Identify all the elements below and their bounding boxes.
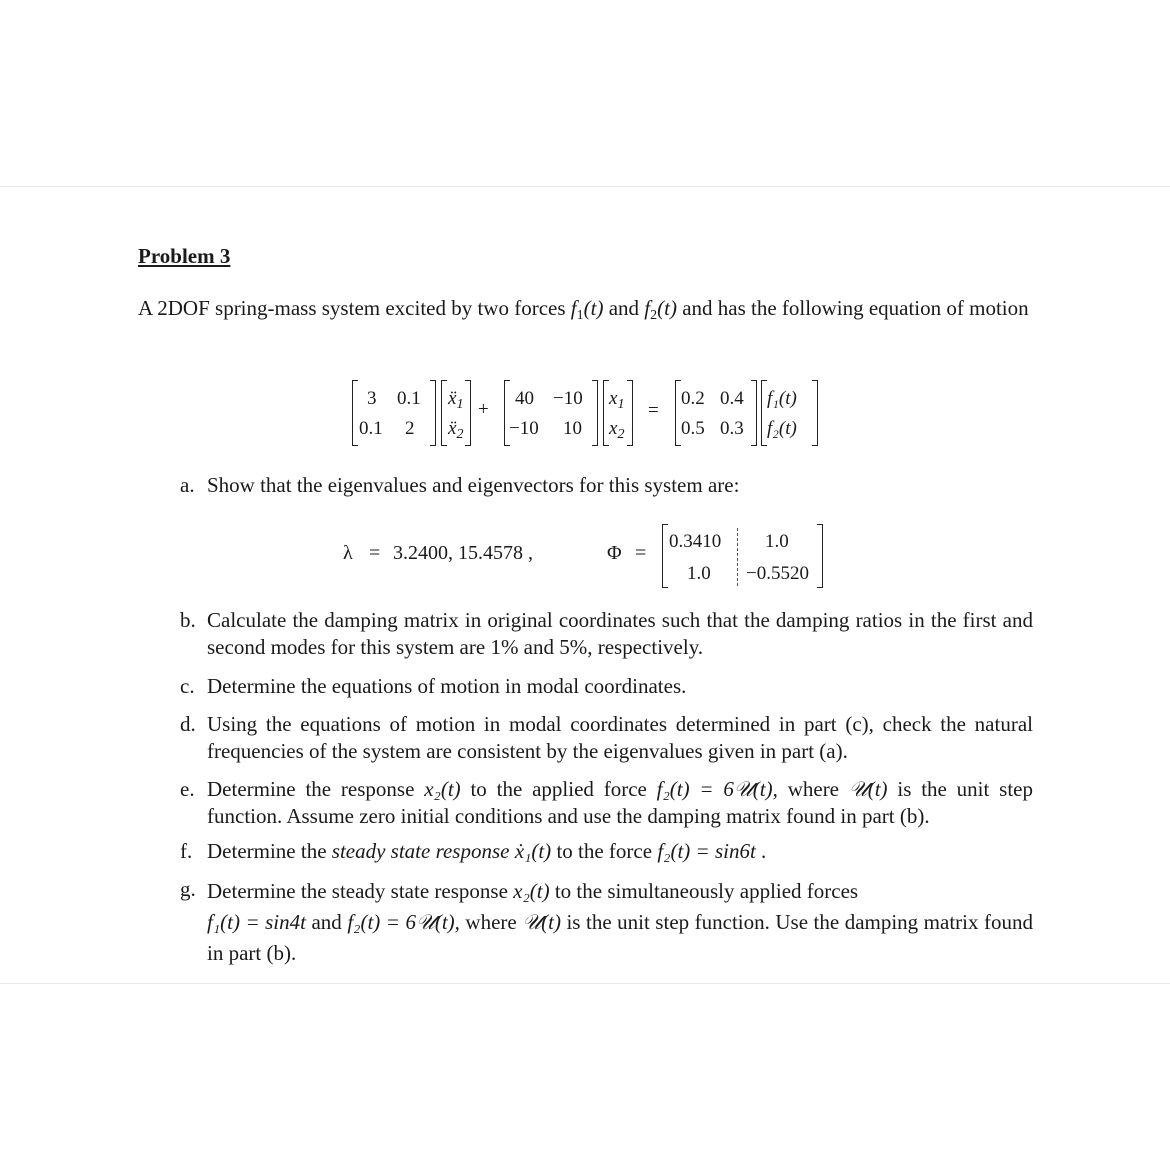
mode-shape-matrix: 0.3410 1.0 1.0 −0.5520 [662, 524, 823, 588]
lambda-equals: = [369, 542, 381, 564]
mass-matrix: 3 0.1 0.1 2 [352, 380, 436, 446]
lambda-symbol: λ [343, 542, 353, 564]
problem-title: Problem 3 [138, 244, 231, 268]
plus-sign: + [478, 399, 489, 420]
equals-sign: = [648, 400, 659, 421]
force-influence-matrix: 0.2 0.4 0.5 0.3 [675, 380, 757, 446]
phi-equals: = [635, 542, 647, 564]
mode-separator [737, 528, 738, 586]
displacement-vector: $x_1$ $x_2$ [603, 380, 633, 446]
force-vector: f₁(t) f₂(t) [761, 380, 818, 446]
stiffness-matrix: 40 −10 −10 10 [504, 380, 598, 446]
problem-intro: A 2DOF spring-mass system excited by two forces $f_1(t)$ and $f_2(t)$ and has the following equation of motion [138, 296, 1029, 323]
acceleration-vector: ẍ$_1$ ẍ$_2$ [441, 380, 471, 446]
eigenvalues: 3.2400, 15.4578 , [393, 542, 533, 564]
phi-symbol: Φ [607, 542, 622, 564]
